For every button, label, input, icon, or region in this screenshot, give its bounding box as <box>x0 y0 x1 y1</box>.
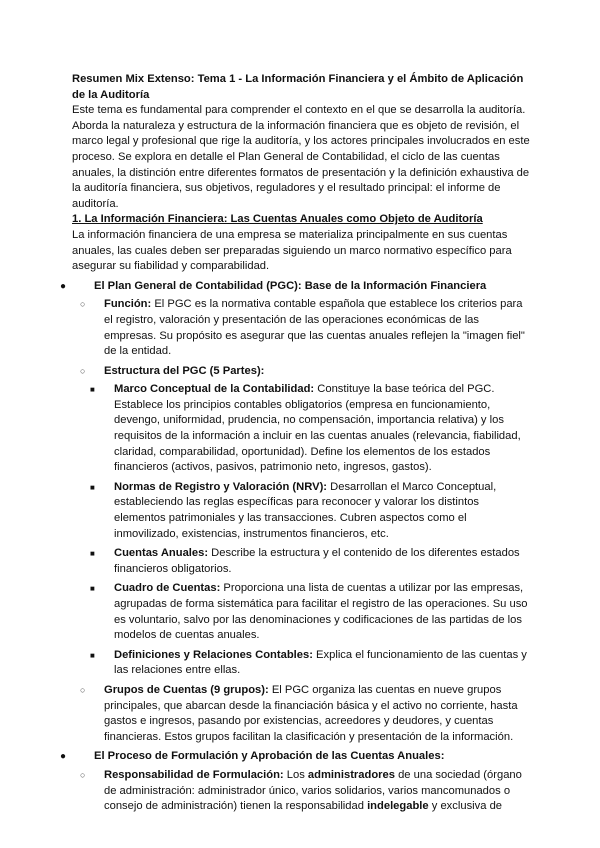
circle-bullet-icon: ○ <box>80 299 86 310</box>
item-label: Marco Conceptual de la Contabilidad: <box>114 383 315 396</box>
item-text: Desarrollan el Marco Conceptual, estableciendo las reglas específicas para reconocer y valorar los distintos elementos patrimoniales y las transacciones. Cubren aspectos como el inmovilizado, existencias, instrumentos financieros, etc. <box>114 480 497 540</box>
section-paragraph: La información financiera de una empresa se materializa principalmente en sus cuentas anuales, las cuales deben ser preparadas siguiendo un marco normativo específico para asegurar su fiabilidad y comparabilidad. <box>72 228 512 273</box>
square-bullet-icon: ■ <box>90 584 95 594</box>
square-bullet-icon: ■ <box>90 385 95 395</box>
item-label: Estructura del PGC (5 Partes): <box>104 364 265 377</box>
item-text: y exclusiva de <box>428 800 503 813</box>
square-bullet-icon: ■ <box>90 549 95 559</box>
item-text: Describe la estructura y el contenido de los diferentes estados financieros obligatorios. <box>114 547 520 575</box>
list-item <box>80 297 532 359</box>
item-emphasis: administradores <box>307 768 395 781</box>
intro-paragraph: Este tema es fundamental para comprender el contexto en el que se desarrolla la auditoría. Aborda la naturaleza y estructura de la información financiera que es objeto de revisión, el marco legal y profesional que rige la auditoría, y los actores principales involucrados en este proceso. Se explora en detalle el Plan General de Contabilidad, el ciclo de las cuentas anuales, la distinción entre diferentes formatos de presentación y la definición exhaustiva de la auditoría financiera, sus objetivos, reguladores y el resultado principal: el informe de auditoría. <box>72 104 530 210</box>
item-label: Función: <box>104 298 152 311</box>
list-item <box>80 364 532 679</box>
item-label: Cuentas Anuales: <box>114 547 209 560</box>
item-text: Los <box>283 768 308 781</box>
document-page <box>60 72 532 819</box>
list-item <box>90 546 532 577</box>
list-item <box>80 683 532 745</box>
list-item <box>90 648 532 679</box>
circle-bullet-icon: ○ <box>80 684 86 695</box>
list-item-pgc <box>60 279 532 746</box>
item-emphasis: indelegable <box>367 800 429 813</box>
item-text: Explica el funcionamiento de las cuentas y las relaciones entre ellas. <box>114 648 527 677</box>
sub-list <box>80 768 532 815</box>
square-bullet-icon: ■ <box>90 482 95 492</box>
item-text: El PGC es la normativa contable española que establece los criterios para el registro, valoración y presentación de las operaciones económicas de las empresas. Su propósito es asegurar que las cuentas anuales reflejen la "imagen fiel" de la entidad. <box>104 298 525 358</box>
sub-sub-list <box>90 382 532 679</box>
main-list <box>60 279 532 815</box>
item-label: Definiciones y Relaciones Contables: <box>114 648 313 661</box>
document-title: Resumen Mix Extenso: Tema 1 - La Información Financiera y el Ámbito de Aplicación de la Auditoría <box>72 73 524 101</box>
section-heading: 1. La Información Financiera: Las Cuentas Anuales como Objeto de Auditoría <box>72 213 483 226</box>
circle-bullet-icon: ○ <box>80 365 86 376</box>
list-item <box>90 581 532 643</box>
item-text: de una sociedad (órgano de administración: administrador único, varios solidarios, varios mancomunados o consejo de administración) tienen la responsabilidad <box>104 768 522 813</box>
bullet-icon: ● <box>60 280 67 292</box>
list-item <box>90 480 532 542</box>
list-item-proceso <box>60 749 532 814</box>
item-text: Proporciona una lista de cuentas a utilizar por las empresas, agrupadas de forma sistemática para facilitar el registro de las operaciones. Su uso es voluntario, salvo por las denominaciones y codificaciones de las partidas de los modelos de cuentas anuales. <box>114 582 528 642</box>
list-item <box>90 382 532 476</box>
item-label: Cuadro de Cuentas: <box>114 582 221 595</box>
list-heading: El Proceso de Formulación y Aprobación de las Cuentas Anuales: <box>94 750 445 763</box>
item-label: Normas de Registro y Valoración (NRV): <box>114 480 328 493</box>
item-text: Constituye la base teórica del PGC. Establece los principios contables obligatorios (empresa en funcionamiento, devengo, uniformidad, prudencia, no compensación, importancia relativa) y los requisitos de la información a incluir en las cuentas anuales (relevancia, fiabilidad, claridad, comparabilidad, oportunidad). Define los elementos de los estados financieros (activos, pasivos, patrimonio neto, ingresos, gastos). <box>114 383 521 474</box>
circle-bullet-icon: ○ <box>80 769 86 780</box>
square-bullet-icon: ■ <box>90 650 95 660</box>
sub-list <box>80 297 532 745</box>
bullet-icon: ● <box>60 751 67 763</box>
item-label: Grupos de Cuentas (9 grupos): <box>104 683 269 696</box>
item-label: Responsabilidad de Formulación: <box>104 768 284 781</box>
list-item <box>80 768 532 815</box>
list-heading: El Plan General de Contabilidad (PGC): Base de la Información Financiera <box>94 279 487 292</box>
item-text: El PGC organiza las cuentas en nueve grupos principales, que abarcan desde la financiación básica y el activo no corriente, hasta gastos e ingresos, pasando por existencias, acreedores y deudores, y cuentas financieras. Estos grupos facilitan la clasificación y presentación de la información. <box>104 683 518 743</box>
